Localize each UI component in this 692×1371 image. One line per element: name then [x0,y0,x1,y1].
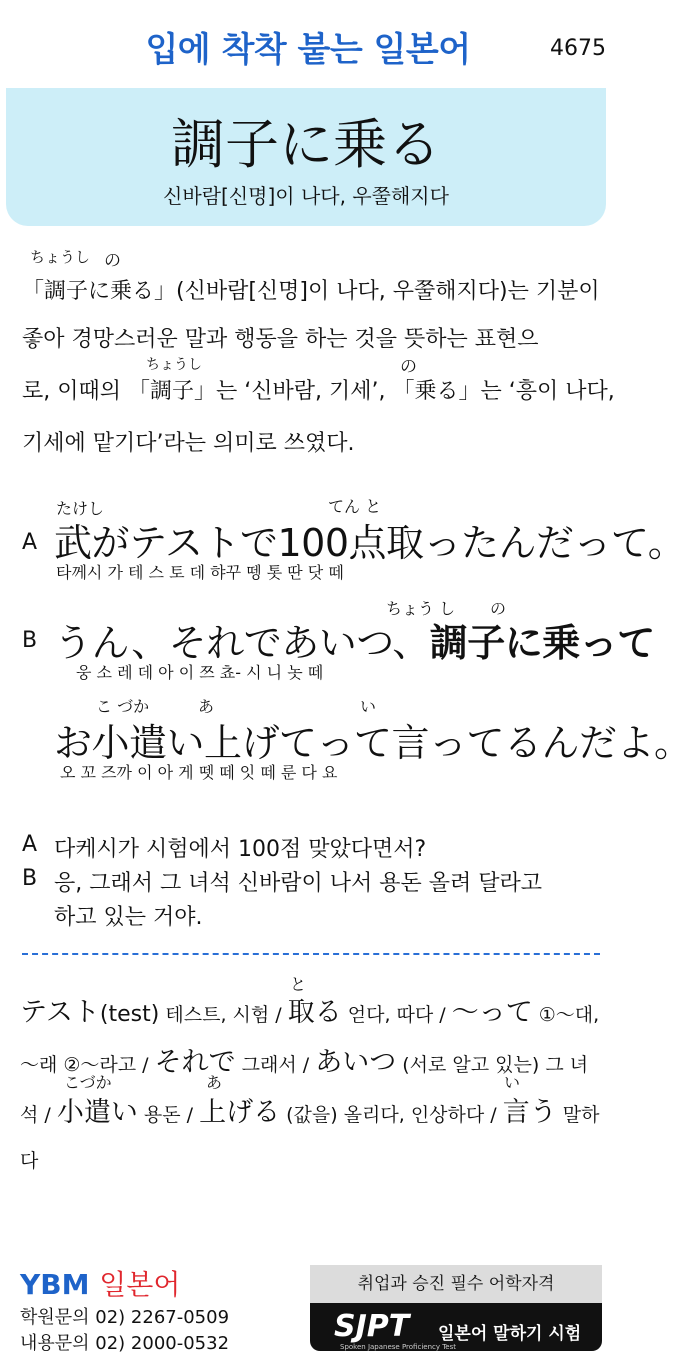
dashed-divider [22,953,600,955]
dialogue-a-reading: 타께시 가 테 스 토 데 햐꾸 뗑 톳 딴 닷 떼 [56,563,344,582]
vocab-word-tte: ～って [451,997,533,1028]
vocab-word-iu: 言う [502,1097,557,1128]
furigana-a: あ [198,697,215,716]
contact-content: 내용문의 02) 2000-0532 [20,1333,230,1354]
furigana-i-vocab: い [504,1073,521,1092]
vocab-gloss-aitsu-2: 석 / [20,1104,57,1126]
vocab-line-4: 다 [20,1150,39,1172]
translation-label-b: B [22,866,38,891]
vocab-gloss-sorede: 그래서 / [235,1054,316,1076]
main-meaning: 신바람[신명]이 나다, 우쭐해지다 [163,184,449,208]
translation-label-a: A [22,832,38,857]
translation-b-1: 응, 그래서 그 녀석 신바람이 나서 용돈 올려 달라고 [54,871,542,896]
vocab-gloss-ageru: (값을) 올리다, 인상하다 / [280,1104,503,1126]
vocab-word-aitsu: あいつ [315,1047,397,1078]
vocab-word-kozukai: 小遣い [56,1097,138,1128]
dialogue-b-japanese-2: お小遣い上げてって言ってるんだよ。 [54,721,692,765]
vocab-word-toru: 取る [287,997,342,1028]
furigana-takeshi: たけし [56,499,105,518]
explanation-line-1: 「調子に乗る」(신바람[신명]이 나다, 우쭐해지다)는 기분이 [22,279,600,304]
series-title: 입에 착착 붙는 일본어 [145,30,471,70]
vocab-gloss-toru: 얻다, 따다 / [341,1004,452,1026]
vocab-gloss-iu: 말하 [556,1104,600,1126]
dialogue-b-bold-expression: 調子に乗って [429,621,655,665]
furigana-to: と [290,975,307,994]
sjpt-description: 일본어 말하기 시험 [438,1324,582,1344]
contact-academy: 학원문의 02) 2267-0509 [20,1307,230,1328]
explanation-line-2: 좋아 경망스러운 말과 행동을 하는 것을 뜻하는 표현으 [22,327,539,352]
furigana-choushi: ちょうし [30,248,91,266]
ybm-logo [20,1263,180,1303]
explanation-line-3: 로, 이때의 「調子」는 ‘신바람, 기세’, 「乗る」는 ‘흥이 나다, [22,379,615,404]
vocab-line-3 [20,1090,599,1129]
header [0,0,616,86]
dialogue-b-japanese-1 [54,612,655,667]
sjpt-logo: SJPT [334,1309,410,1344]
furigana-tento: てん と [328,497,382,516]
furigana-a-vocab: あ [206,1073,223,1092]
vocab-word-ageru: 上げる [199,1097,281,1128]
vocab-word-sorede: それで [154,1047,236,1078]
furigana-kozuka-vocab: こづか [64,1073,112,1092]
vocab-gloss-tte-2: ～래 ②～라고 / [20,1054,155,1076]
expression-title-box [6,88,606,226]
dialogue-label-a: A [22,530,38,555]
sjpt-subtitle: Spoken Japanese Proficiency Test [340,1343,457,1351]
translation-b-2: 하고 있는 거야. [54,905,203,930]
main-expression: 調子に乗る [171,113,441,176]
furigana-no-2: の [400,357,417,377]
translation-a: 다케시가 시험에서 100점 맞았다면서? [54,837,427,862]
dialogue-b-reading-1: 웅 소 레 데 아 이 쯔 쵸- 시 니 놋 떼 [76,663,324,682]
brand-en: YBM [20,1268,90,1301]
vocab-gloss-tte: ①～대, [532,1004,600,1026]
furigana-i: い [360,697,377,716]
furigana-no-b: の [490,599,507,618]
furigana-choushi-b: ちょう し [386,599,456,618]
dialogue-b-plain: うん、それであいつ、 [54,621,430,665]
dialogue-label-b: B [22,628,38,653]
footer [0,1255,616,1371]
brand-kr: 일본어 [99,1268,181,1301]
vocab-word-test-en: (test) [99,1002,160,1027]
sjpt-banner[interactable] [310,1265,602,1351]
issue-number: 4675 [550,36,606,61]
vocab-gloss-test: 테스트, 시험 / [159,1004,288,1026]
furigana-no: の [104,251,121,271]
explanation-line-4: 기세에 맡기다’라는 의미로 쓰였다. [22,431,355,456]
vocab-word-test: テスト [20,997,100,1028]
vocab-line-1 [20,990,599,1029]
sjpt-tagline: 취업과 승진 필수 어학자격 [310,1265,602,1303]
vocab-gloss-aitsu: (서로 알고 있는) 그 녀 [396,1054,589,1076]
dialogue-a-japanese: 武がテストで100点取ったんだって。 [54,521,686,565]
vocab-gloss-kozukai: 용돈 / [137,1104,200,1126]
furigana-kozuka: こ づか [96,697,150,716]
furigana-choushi-2: ちょうし [146,357,202,373]
dialogue-b-reading-2: 오 꼬 즈까 이 아 게 뗏 떼 잇 떼 룬 다 요 [60,763,338,782]
